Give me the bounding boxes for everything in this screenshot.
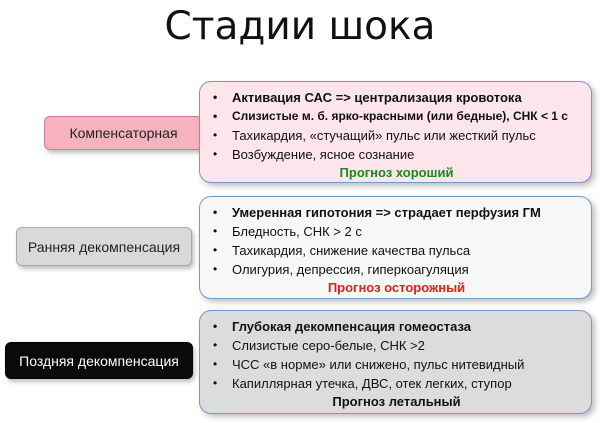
- bullet-icon: •: [213, 128, 218, 142]
- stage-point-text: Возбуждение, ясное сознание: [232, 147, 415, 162]
- stage-point: [210, 374, 583, 393]
- bullet-icon: •: [213, 338, 218, 352]
- stage-point-text: Тахикардия, снижение качества пульса: [232, 243, 471, 258]
- bullet-icon: •: [213, 205, 218, 219]
- stage-point: [210, 88, 583, 107]
- stage-point-text: Бледность, СНК > 2 с: [232, 224, 362, 239]
- stage-point: [210, 317, 583, 336]
- bullet-icon: •: [213, 262, 218, 276]
- page-title: Стадии шока: [164, 4, 436, 49]
- stage-point: [210, 203, 583, 222]
- bullet-icon: •: [213, 357, 218, 371]
- stage-label-compensatory: [44, 116, 203, 150]
- bullet-icon: •: [213, 109, 218, 123]
- stage-point-text: Глубокая декомпенсация гомеостаза: [232, 319, 472, 334]
- stage-point: [210, 145, 583, 164]
- stage-label-text: Компенсаторная: [69, 125, 178, 141]
- bullet-icon: •: [213, 224, 218, 238]
- stage-point-text: ЧСС «в норме» или снижено, пульс нитевидный: [232, 357, 525, 372]
- stage-point-text: Активация САС => централизация кровотока: [232, 90, 522, 105]
- stage-point: [210, 260, 583, 279]
- stage-label-early-decompensation: [16, 227, 192, 266]
- stage-point-text: Тахикардия, «стучащий» пульс или жесткий пульс: [232, 128, 536, 143]
- stage-points-list: [210, 317, 583, 393]
- stage-box-late-decompensation: [199, 310, 592, 414]
- bullet-icon: •: [213, 147, 218, 161]
- prognosis-lethal: Прогноз летальный: [332, 394, 461, 409]
- stage-points-list: [210, 88, 583, 164]
- stage-point: [210, 241, 583, 260]
- bullet-icon: •: [213, 319, 218, 333]
- stage-point: [210, 126, 583, 145]
- stage-point: [210, 107, 583, 126]
- stage-point-text: Слизистые м. б. ярко-красными (или бедные), СНК < 1 с: [232, 109, 568, 123]
- stage-points-list: [210, 203, 583, 279]
- stage-label-text: Поздняя декомпенсация: [19, 352, 179, 369]
- stage-point-text: Слизистые серо-белые, СНК >2: [232, 338, 425, 353]
- stage-box-compensatory: [199, 81, 592, 183]
- stage-box-early-decompensation: [199, 196, 592, 299]
- bullet-icon: •: [213, 376, 218, 390]
- prognosis-careful: Прогноз осторожный: [327, 280, 466, 295]
- stage-label-text: Ранняя декомпенсация: [27, 238, 181, 255]
- stage-point-text: Капиллярная утечка, ДВС, отек легких, ступор: [232, 376, 512, 391]
- prognosis-good: Прогноз хороший: [339, 165, 454, 180]
- stage-point: [210, 336, 583, 355]
- bullet-icon: •: [213, 90, 218, 104]
- stage-point: [210, 222, 583, 241]
- stage-point: [210, 355, 583, 374]
- stage-point-text: Олигурия, депрессия, гиперкоагуляция: [232, 262, 469, 277]
- bullet-icon: •: [213, 243, 218, 257]
- stage-point-text: Умеренная гипотония => страдает перфузия ГМ: [232, 205, 541, 220]
- stage-label-late-decompensation: [5, 342, 193, 379]
